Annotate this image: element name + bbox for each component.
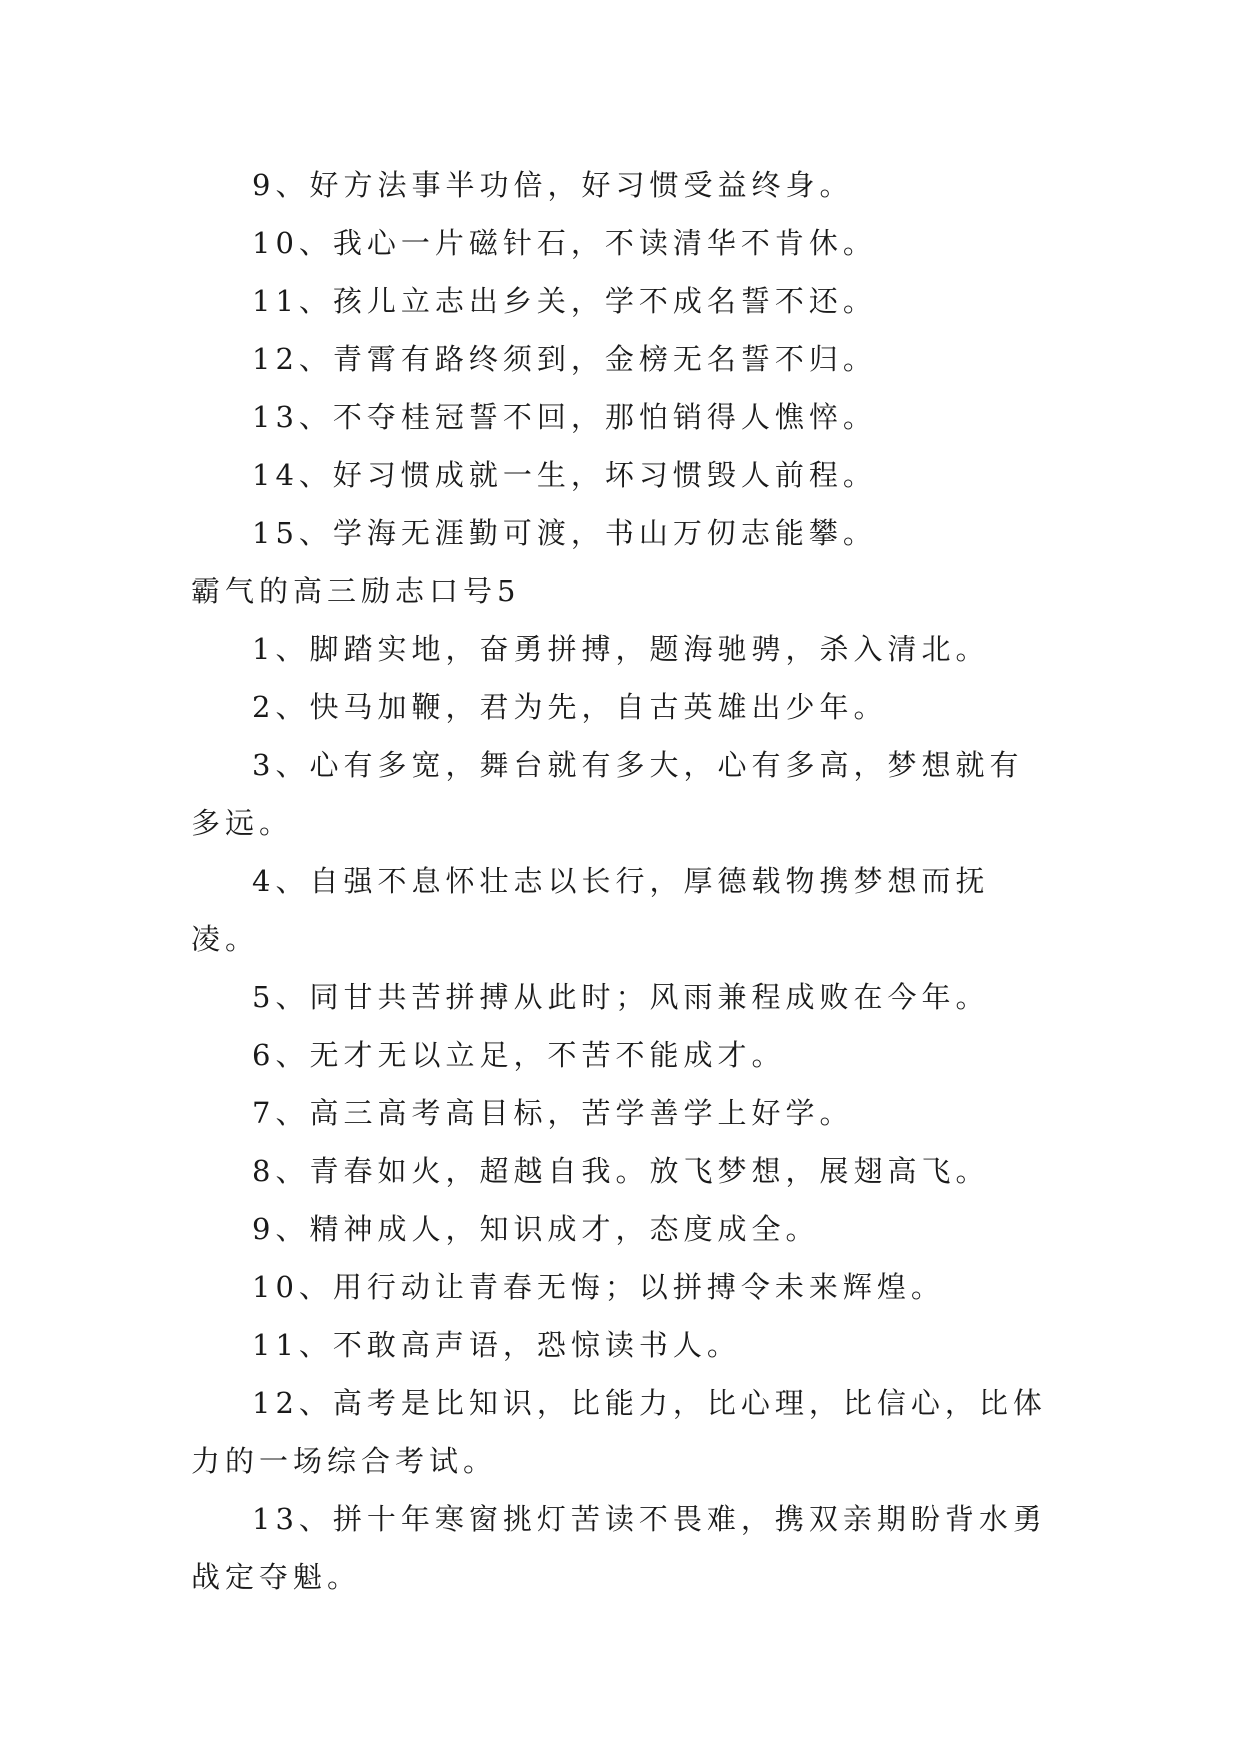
list-item: 5、同甘共苦拼搏从此时；风雨兼程成败在今年。: [252, 980, 990, 1014]
list-item: 3、心有多宽，舞台就有多大，心有多高，梦想就有多远。: [191, 748, 1024, 840]
list-item: 10、用行动让青春无悔；以拼搏令未来辉煌。: [252, 1270, 945, 1304]
list-item: 4、自强不息怀壮志以长行，厚德载物携梦想而抚凌。: [191, 864, 990, 956]
document-body: [191, 156, 1051, 1606]
list-item: 11、不敢高声语，恐惊读书人。: [252, 1328, 741, 1362]
list-item: 9、好方法事半功倍，好习惯受益终身。: [252, 168, 854, 202]
list-item: 14、好习惯成就一生，坏习惯毁人前程。: [252, 458, 877, 492]
list-item: 15、学海无涯勤可渡，书山万仞志能攀。: [252, 516, 877, 550]
list-item: 9、精神成人，知识成才，态度成全。: [252, 1212, 820, 1246]
list-item: 8、青春如火，超越自我。放飞梦想，展翅高飞。: [252, 1154, 990, 1188]
list-item: 7、高三高考高目标，苦学善学上好学。: [252, 1096, 854, 1130]
list-item: 1、脚踏实地，奋勇拼搏，题海驰骋，杀入清北。: [252, 632, 990, 666]
list-item: 11、孩儿立志出乡关，学不成名誓不还。: [252, 284, 877, 318]
list-item: 2、快马加鞭，君为先，自古英雄出少年。: [252, 690, 888, 724]
list-item: 13、不夺桂冠誓不回，那怕销得人憔悴。: [252, 400, 877, 434]
list-item: 6、无才无以立足，不苦不能成才。: [252, 1038, 786, 1072]
list-item: 12、高考是比知识，比能力，比心理，比信心，比体力的一场综合考试。: [191, 1386, 1047, 1478]
list-item: 10、我心一片磁针石，不读清华不肯休。: [252, 226, 877, 260]
list-item: 13、拼十年寒窗挑灯苦读不畏难，携双亲期盼背水勇战定夺魁。: [191, 1502, 1047, 1594]
section-heading: 霸气的高三励志口号5: [191, 574, 521, 608]
list-item: 12、青霄有路终须到，金榜无名誓不归。: [252, 342, 877, 376]
